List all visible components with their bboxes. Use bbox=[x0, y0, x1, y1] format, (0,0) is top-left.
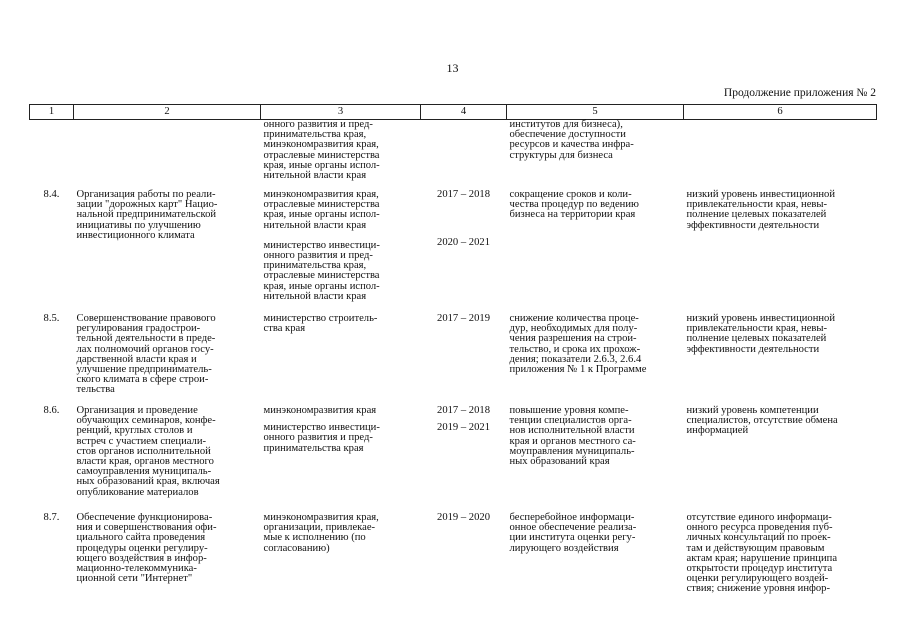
table-row-8-7 bbox=[30, 513, 877, 613]
measure-title: Организация работы по реали- зации "дорожных карт" Нацио- нальной предпринимательской инициативы по улучшению инвестиционного климата bbox=[76, 189, 218, 241]
year-range: 2020 – 2021 bbox=[437, 237, 490, 249]
years-cell bbox=[421, 314, 507, 406]
years-cell bbox=[421, 406, 507, 513]
table-row-8-6 bbox=[30, 406, 877, 513]
years-cell bbox=[421, 190, 507, 314]
consequence-cell: низкий уровень инвестиционной привлекательности края, невы- полнение целевых показателей эффективности деятельности bbox=[686, 313, 836, 355]
table-header-row bbox=[30, 105, 877, 120]
executor-entry: минэкономразвития края bbox=[263, 405, 377, 416]
measure-title: Организация и проведение обучающих семинаров, конфе- ренций, круглых столов и встреч с участием специали- стов органов исполнительной власти края, органов местного самоуправления муниципаль- ных образований края, включая опубликование материалов bbox=[76, 405, 220, 498]
table-row-8-4 bbox=[30, 190, 877, 314]
executor-cell bbox=[261, 190, 421, 314]
consequence-cell: низкий уровень компетенции специалистов, отсутствие обмена информацией bbox=[686, 405, 838, 437]
year-range: 2017 – 2019 bbox=[437, 313, 490, 324]
header-col-4: 4 bbox=[421, 105, 507, 120]
table-row-8-5 bbox=[30, 314, 877, 406]
header-col-2: 2 bbox=[74, 105, 261, 120]
executor-entry: министерство инвестици- онного развития и пред- принимательства края bbox=[263, 422, 380, 454]
table-row-continued bbox=[30, 120, 877, 191]
row-number: 8.5. bbox=[43, 313, 60, 324]
result-cell: институтов для бизнеса), обеспечение доступности ресурсов и качества инфра- структуры для бизнеса bbox=[509, 119, 634, 161]
executor-cell: минэкономразвития края, организации, привлекае- мые к исполнению (по согласованию) bbox=[263, 512, 379, 554]
executor-cell: министерство строитель- ства края bbox=[263, 313, 378, 335]
year-range: 2019 – 2021 bbox=[437, 422, 490, 434]
executor-entry: министерство инвестици- онного развития и пред- принимательства края, отраслевые министерства края, иные органы испол- нительной власти края bbox=[263, 239, 380, 302]
result-cell: снижение количества проце- дур, необходимых для полу- чения разрешения на строи- тельство, и срока их прохож- дения; показатели 2.6.3, 2.6.4 приложения № 1 к Программе bbox=[509, 313, 647, 376]
measure-title: Обеспечение функционирова- ния и совершенствования офи- циального сайта проведения процедуры оценки регулиру- ющего воздействия в инфор- мационно-телекоммуника- ционной сети "Интернет" bbox=[76, 512, 217, 585]
measure-title: Совершенствование правового регулирования градострои- тельной деятельности в преде- лах полномочий органов госу- дарственной власти края и улучшение предприниматель- ского климата в сфере строи- тельства bbox=[76, 313, 216, 396]
result-cell: бесперебойное информаци- онное обеспечение реализа- ции института оценки регу- лирующего воздействия bbox=[509, 512, 637, 554]
year-range: 2017 – 2018 bbox=[437, 405, 490, 416]
appendix-continuation-label: Продолжение приложения № 2 bbox=[723, 87, 876, 99]
row-number: 8.6. bbox=[43, 405, 60, 416]
executor-cell: онного развития и пред- принимательства края, минэкономразвития края, отраслевые министерства края, иные органы испол- нительной власти края bbox=[263, 119, 380, 182]
header-col-6: 6 bbox=[684, 105, 877, 120]
header-col-1: 1 bbox=[30, 105, 74, 120]
result-cell: повышение уровня компе- тенции специалистов орга- нов исполнительной власти края и органов местного са- моуправления муниципаль- ных образований края bbox=[509, 405, 636, 468]
measures-table bbox=[29, 104, 877, 613]
header-col-5: 5 bbox=[507, 105, 684, 120]
header-col-3: 3 bbox=[261, 105, 421, 120]
years-cell bbox=[421, 513, 507, 613]
page-number: 13 bbox=[446, 61, 459, 75]
year-range: 2017 – 2018 bbox=[437, 189, 490, 200]
year-range: 2019 – 2020 bbox=[437, 512, 490, 523]
executor-entry: минэкономразвития края, отраслевые министерства края, иные органы испол- нительной власти края bbox=[263, 189, 380, 231]
row-number: 8.7. bbox=[43, 512, 60, 523]
result-cell: сокращение сроков и коли- чества процедур по ведению бизнеса на территории края bbox=[509, 189, 639, 221]
row-number: 8.4. bbox=[43, 189, 60, 200]
consequence-cell: отсутствие единого информаци- онного ресурса проведения пуб- личных консультаций по проек- там и действующим правовым актам края; нарушение принципа открытости процедур института оценки регулирующего воздей- ствия; снижение уровня инфор- bbox=[686, 512, 838, 595]
consequence-cell: низкий уровень инвестиционной привлекательности края, невы- полнение целевых показателей эффективности деятельности bbox=[686, 189, 836, 231]
executor-cell bbox=[261, 406, 421, 513]
